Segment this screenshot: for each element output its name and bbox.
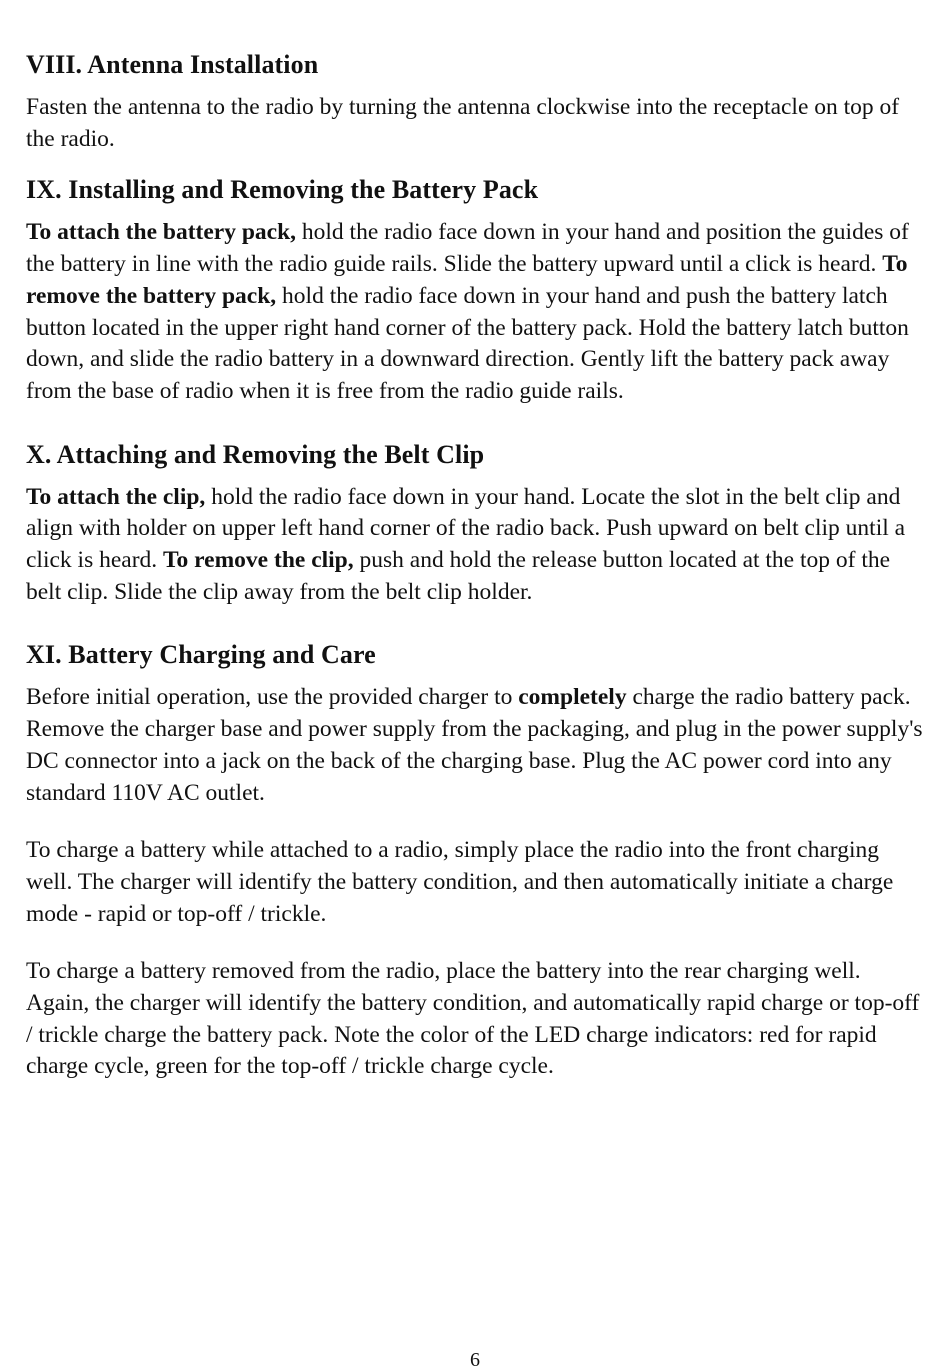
bold-text-run: To attach the battery pack, (26, 219, 297, 246)
page-number: 6 (470, 1349, 480, 1371)
text-run: Fasten the antenna to the radio by turning the antenna clockwise into the receptacle on top of the radio. (26, 94, 900, 152)
text-run: To charge a battery removed from the radio, place the battery into the rear charging well. Again, the charger will identify the battery condition, and automatically rapid charge or top-off / trickle charge the battery pack. Note the color of the LED charge indicators: red for rapid charge cycle, green for the top-off / trickle charge cycle. (26, 958, 920, 1080)
bold-text-run: To remove the battery pack, (26, 251, 908, 309)
section-paragraph (26, 956, 926, 1083)
section-paragraph (26, 217, 926, 407)
text-run: To charge a battery while attached to a radio, simply place the radio into the front charging well. The charger will identify the battery condition, and then automatically initiate a charge mode - rapid or top-off / trickle. (26, 837, 894, 927)
text-run: hold the radio face down in your hand. Locate the slot in the belt clip and align with holder on upper left hand corner of the radio back. Push upward on belt clip until a click is heard. (26, 483, 906, 574)
section-heading: XI. Battery Charging and Care (26, 640, 376, 670)
text-run: hold the radio face down in your hand and position the guides of the battery in line with the radio guide rails. Slide the battery upward until a click is heard. (26, 219, 909, 278)
section-heading: VIII. Antenna Installation (26, 50, 319, 79)
section-battery-charging (26, 638, 926, 1083)
text-run: charge the radio battery pack. Remove the charger base and power supply from the packaging, and plug in the power supply's DC connector into a jack on the back of the charging base. Plug the AC power cord into any standard 110V AC outlet. (26, 684, 923, 806)
section-battery-pack (26, 173, 926, 407)
text-run: hold the radio face down in your hand and push the battery latch button located in the upper right hand corner of the battery pack. Hold the battery latch button down, and slide the radio battery in a downward direction. Gently lift the battery pack away from the base of radio when it is free from the radio guide rails. (26, 282, 909, 404)
section-antenna-installation (26, 48, 926, 155)
section-heading: IX. Installing and Removing the Battery Pack (26, 175, 539, 205)
manual-page (26, 48, 926, 1109)
section-paragraph (26, 682, 926, 809)
bold-text-run: completely (518, 684, 627, 711)
bold-text-run: To attach the clip, (26, 483, 206, 510)
text-run: push and hold the release button located at the top of the belt clip. Slide the clip away from the belt clip holder. (26, 547, 891, 605)
section-heading: X. Attaching and Removing the Belt Clip (26, 439, 485, 469)
section-paragraph (26, 835, 926, 930)
bold-text-run: To remove the clip, (163, 547, 354, 574)
section-belt-clip (26, 438, 926, 609)
text-run: Before initial operation, use the provided charger to (26, 684, 519, 711)
section-paragraph (26, 482, 926, 609)
section-paragraph (26, 92, 926, 155)
